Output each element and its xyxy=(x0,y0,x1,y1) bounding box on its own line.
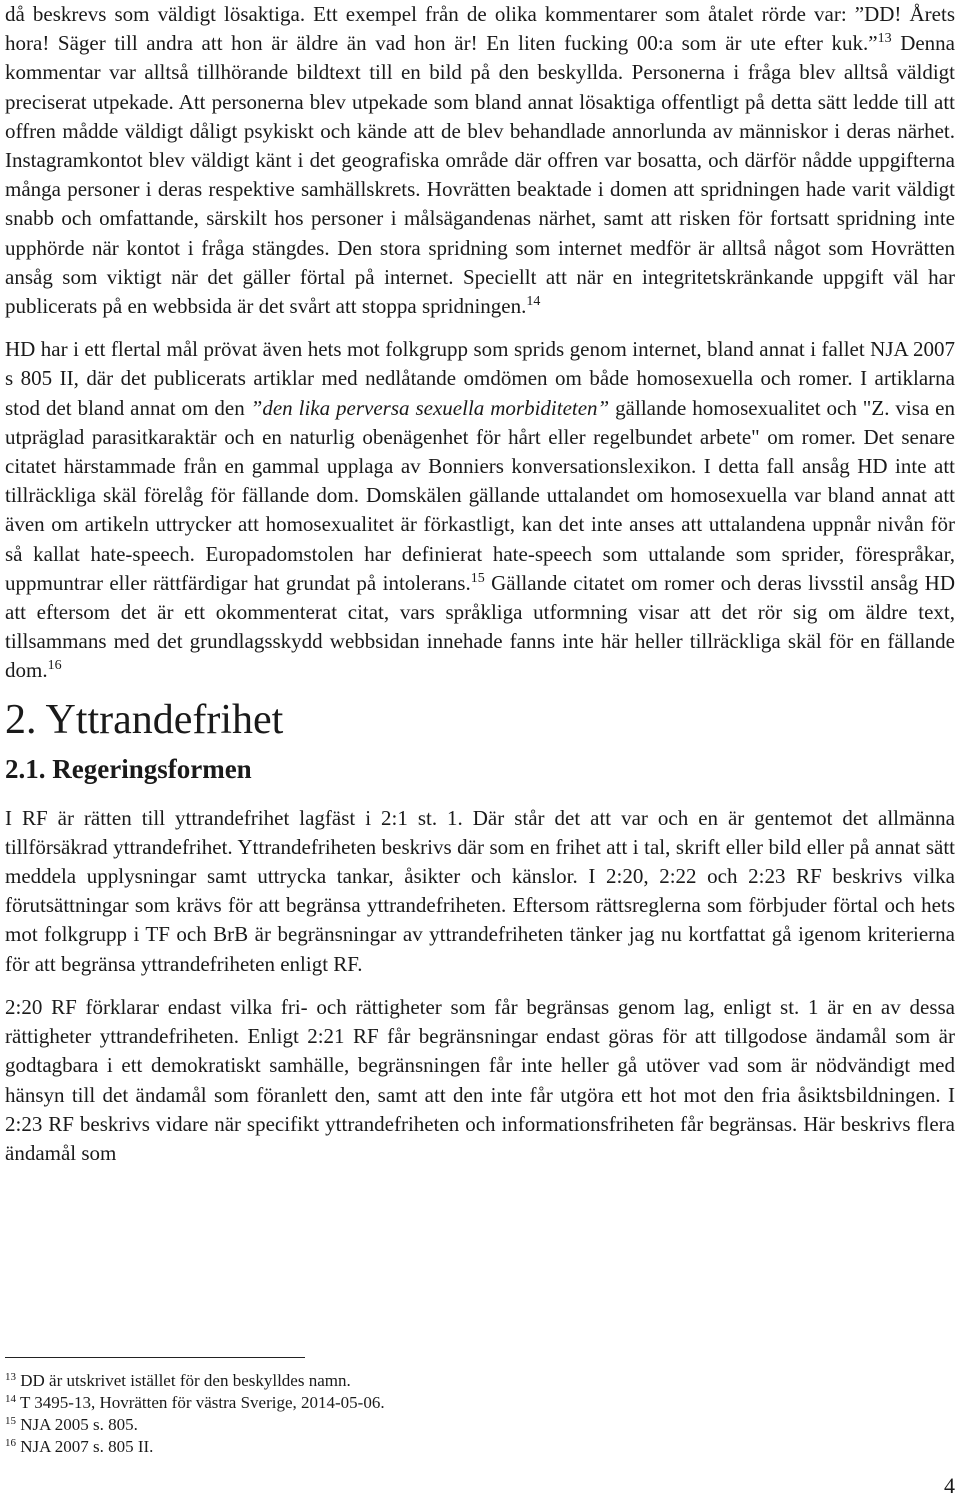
footnote-ref[interactable]: 15 xyxy=(470,570,485,586)
footnote-text: DD är utskrivet istället för den beskylldes namn. xyxy=(20,1371,351,1390)
footnote-text: NJA 2005 s. 805. xyxy=(20,1415,138,1434)
footnote-number: 16 xyxy=(5,1437,16,1449)
paragraph-text: gällande homosexualitet och "Z. visa en utpräglad parasitkaraktär och en naturlig obenägenhet för hårt eller regelbundet arbete" om romer. Det senare citatet härstammade från en gammal upplaga av Bonniers konversationslexikon. I detta fall ansåg HD inte att tillräckliga skäl förelåg för fällande dom. Domskälen gällande uttalandet om homosexuella var bland annat att även om artikeln uttrycker att homosexualitet är förkastligt, kan det inte anses att uttalandena uppnår nivån för så kallat hate-speech. Europadomstolen har definierat hate-speech som uttalande som sprider, förespråkar, uppmuntrar eller rättfärdigar hat grundat på intolerans. xyxy=(5,395,955,595)
paragraph-1 xyxy=(5,0,955,321)
footnotes xyxy=(5,1370,945,1458)
page-number: 4 xyxy=(944,1473,955,1498)
section-heading: 2. Yttrandefrihet xyxy=(5,696,284,743)
paragraph-3: I RF är rätten till yttrandefrihet lagfäst i 2:1 st. 1. Där står det att var och en är gentemot det allmänna tillförsäkrad yttrandefrihet. Yttrandefriheten beskrivs där som en frihet att i tal, skrift eller bild eller på annat sätt meddela upplysningar samt uttrycka tankar, åsikter och känslor. I 2:20, 2:22 och 2:23 RF beskrivs vilka förutsättningar som krävs för att begränsa yttrandefriheten. Eftersom rättsreglerna som förbjuder förtal och hets mot folkgrupp i TF och BrB är begränsningar av yttrandefriheten tänker jag nu kortfattat gå igenom kriterierna för att begränsa yttrandefriheten enligt RF. xyxy=(5,805,955,976)
paragraph-2 xyxy=(5,335,955,685)
footnote xyxy=(5,1436,945,1458)
paragraph-4: 2:20 RF förklarar endast vilka fri- och rättigheter som får begränsas genom lag, enligt st. 1 är en av dessa rättigheter yttrandefriheten. Enligt 2:21 RF får begränsningar endast göras för att tillgodose ändamål som är godtagbara i ett demokratiskt samhälle, begränsningen får inte heller gå utöver vad som är nödvändigt med hänsyn till det ändamål som föranlett den, samt att den inte får utgöra ett hot mot den fria åsiktsbildningen. I 2:23 RF beskrivs vidare när specifikt yttrandefriheten och informationsfriheten får begränsas. Här beskrivs flera ändamål som xyxy=(5,994,955,1165)
footnote-number: 14 xyxy=(5,1393,16,1405)
footnote xyxy=(5,1392,945,1414)
footnote-number: 13 xyxy=(5,1371,16,1383)
paragraph-text: HD har i ett flertal mål prövat även hets mot folkgrupp som sprids genom internet, bland annat i fallet NJA 2007 s 805 II, där det publicerats artiklar med nedlåtande omdömen om både homosexuella och romer. I artiklarna stod det bland annat om den xyxy=(5,337,955,420)
italic-quote: ”den lika perversa sexuella morbiditeten” xyxy=(250,395,610,420)
footnote xyxy=(5,1370,945,1392)
footnote-separator xyxy=(5,1357,305,1358)
footnote xyxy=(5,1414,945,1436)
footnote-number: 15 xyxy=(5,1415,16,1427)
footnote-text: NJA 2007 s. 805 II. xyxy=(20,1437,154,1456)
subsection-heading: 2.1. Regeringsformen xyxy=(5,753,252,784)
paragraph-text: Denna kommentar var alltså tillhörande bildtext till en bild på den beskyllda. Personerna i fråga blev alltså väldigt preciserat utpekade. Att personerna blev utpekade som bland annat lösaktiga offentligt på detta sätt ledde till att offren mådde väldigt dåligt psykiskt och kände att de blev behandlade annorlunda av människor i deras närhet. Instagramkontot blev väldigt känt i det geografiska område där offren var bosatta, och därför nådde uppgifterna många personer i deras respektive samhällskrets. Hovrätten beaktade i domen att spridningen hade varit väldigt snabb och omfattande, särskilt hos personer i målsägandenas närhet, samt att risken för fortsatt spridning inte upphörde när kontot i fråga stängdes. Den stora spridning som internet medför är alltså något som Hovrätten ansåg som viktigt när det gäller förtal på internet. Speciellt att när en integritetskränkande uppgift väl har publicerats på en webbsida är det svårt att stoppa spridningen. xyxy=(5,31,955,319)
paragraph-text: då beskrevs som väldigt lösaktiga. Ett exempel från de olika kommentarer som åtalet rörde var: ”DD! Årets hora! Säger till andra att hon är äldre än vad hon är! En liten fucking 00:a som är ute efter kuk.” xyxy=(5,2,955,56)
paragraph-text: Gällande citatet om romer och deras livsstil ansåg HD att eftersom det är ett okommenterat citat, vars språkliga utformning visar att det rör sig om äldre text, tillsammans med det grundlagsskydd webbsidan innehade fanns inte här heller tillräckliga skäl för en fällande dom. xyxy=(5,570,955,683)
document-page xyxy=(5,0,955,1168)
footnote-ref[interactable]: 16 xyxy=(47,658,62,674)
footnote-ref[interactable]: 13 xyxy=(877,31,892,47)
footnote-ref[interactable]: 14 xyxy=(526,294,541,310)
footnote-text: T 3495-13, Hovrätten för västra Sverige, 2014-05-06. xyxy=(19,1393,385,1412)
